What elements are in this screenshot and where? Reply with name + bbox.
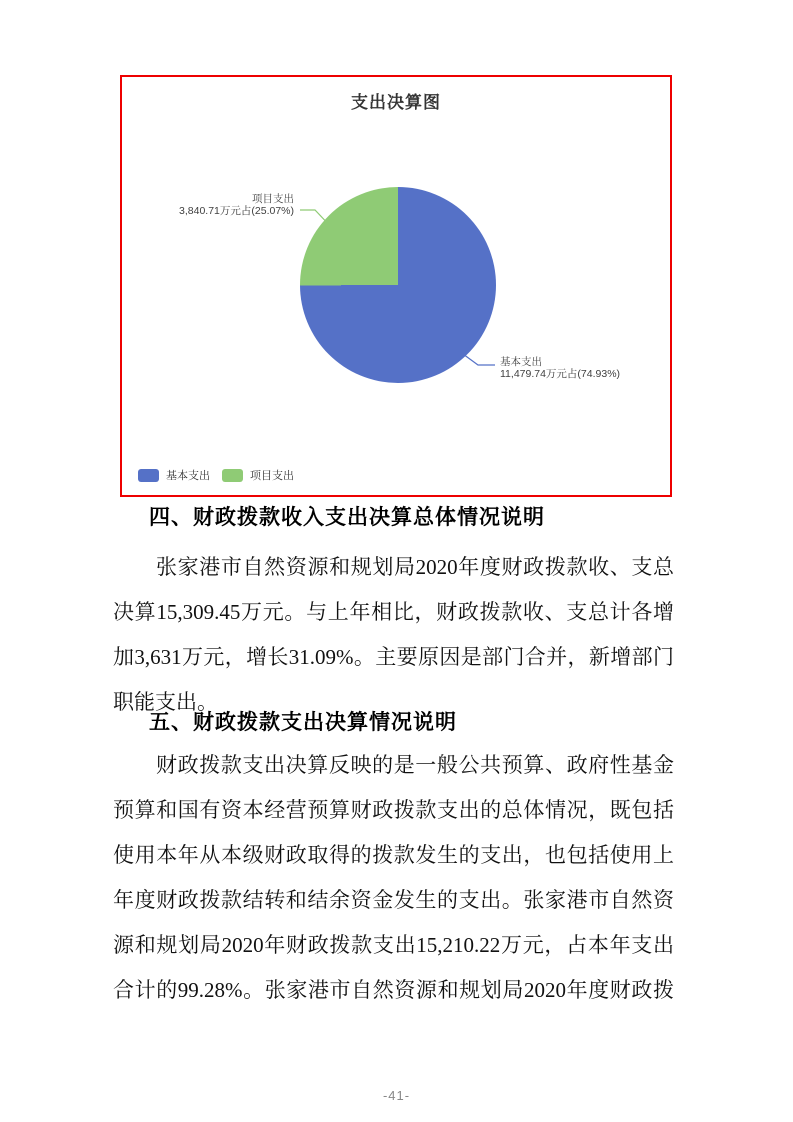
callout-project-expenditure — [179, 193, 294, 217]
legend-label-basic: 基本支出 — [166, 470, 210, 482]
legend-label-project: 项目支出 — [250, 470, 294, 482]
body-line: 合计的99.28%。张家港市自然资源和规划局2020年度财政拨 — [113, 978, 674, 1002]
body-line: 加3,631万元，增长31.09%。主要原因是部门合并，新增部门 — [113, 645, 674, 669]
page-number: -41- — [382, 1088, 411, 1103]
body-line: 年度财政拨款结转和结余资金发生的支出。张家港市自然资 — [113, 888, 674, 912]
callout-label: 基本支出 — [500, 356, 542, 368]
paragraph-2 — [113, 743, 674, 1013]
pie-chart — [300, 187, 496, 383]
callout-basic-expenditure — [500, 356, 620, 380]
leader-line-basic — [463, 354, 495, 365]
callout-label: 项目支出 — [252, 193, 294, 205]
callout-value: 3,840.71万元占(25.07%) — [179, 205, 294, 217]
paragraph-1 — [113, 545, 674, 725]
chart-title: 支出决算图 — [351, 93, 441, 112]
section-heading-5: 五、财政拨款支出决算情况说明 — [149, 711, 457, 734]
body-line: 职能支出。 — [113, 690, 218, 714]
body-line: 使用本年从本级财政取得的拨款发生的支出，也包括使用上 — [113, 843, 674, 867]
legend-swatch-basic — [138, 469, 159, 482]
body-line: 财政拨款支出决算反映的是一般公共预算、政府性基金 — [156, 753, 674, 777]
legend-item-basic — [138, 467, 210, 483]
body-line: 张家港市自然资源和规划局2020年度财政拨款收、支总 — [156, 555, 674, 579]
expenditure-chart-panel — [120, 75, 672, 497]
body-line: 源和规划局2020年财政拨款支出15,210.22万元，占本年支出 — [113, 933, 674, 957]
legend-swatch-project — [222, 469, 243, 482]
body-line: 预算和国有资本经营预算财政拨款支出的总体情况，既包括 — [113, 798, 674, 822]
callout-value: 11,479.74万元占(74.93%) — [500, 368, 621, 380]
legend-item-project — [222, 467, 294, 483]
section-heading-4: 四、财政拨款收入支出决算总体情况说明 — [149, 506, 545, 529]
body-line: 决算15,309.45万元。与上年相比，财政拨款收、支总计各增 — [113, 600, 674, 624]
chart-legend — [138, 467, 294, 483]
